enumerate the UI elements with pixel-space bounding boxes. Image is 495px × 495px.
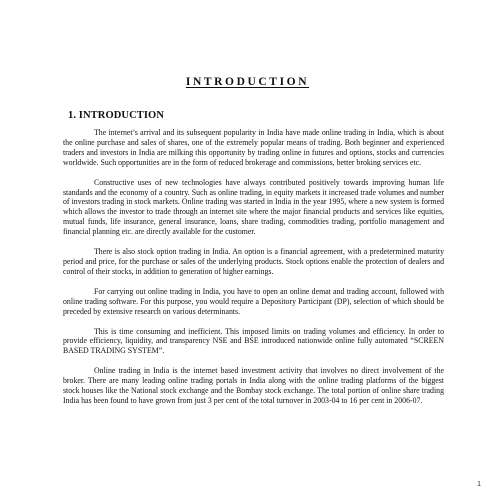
page-number: 1 [477,481,481,488]
paragraph-1: The internet’s arrival and its subsequent popularity in India have made online trading in India, which is about the online purchase and sales of shares, one of the extremely popular means of trading. Both beginner and experienced traders and investors in India are milking this opportunity by trading online in futures and options, stocks and currencies worldwide. Such opportunities are in the form of reduced brokerage and commissions, better broking services etc. [63,128,444,167]
section-heading: 1. INTRODUCTION [68,110,165,121]
body-text [63,128,444,416]
paragraph-5: This is time consuming and inefficient. This imposed limits on trading volumes and efficiency. In order to provide efficiency, liquidity, and transparency NSE and BSE introduced nationwide online fully automated “SCREEN BASED TRADING SYSTEM”. [63,326,444,356]
paragraph-3: There is also stock option trading in India. An option is a financial agreement, with a predetermined maturity period and price, for the purchase or sales of the underlying products. Stock options enable the protection of dealers and control of their stocks, in addition to generation of higher earnings. [63,247,444,276]
page-title: INTRODUCTION [185,76,310,88]
paragraph-4: For carrying out online trading in India, you have to open an online demat and trading account, followed with online trading software. For this purpose, you would require a Depository Participant (DP), selection of which should be preceded by extensive research on various determinants. [63,286,444,316]
paragraph-2: Constructive uses of new technologies have always contributed positively towards improving human life standards and the economy of a country. Such as online trading, in equity markets it increased trade volumes and number of investors trading in stock markets. Online trading was started in India in the year 1995, where a new system is formed which allows the investor to trade through an internet site where the major financial products and services like equities, mutual funds, life insurance, general insurance, loans, share trading, commodities trading, portfolio management and financial planning etc. are directly available for the customer. [63,177,444,237]
paragraph-6: Online trading in India is the internet based investment activity that involves no direct involvement of the broker. There are many leading online trading portals in India along with the online trading platforms of the biggest stock houses like the National stock exchange and the Bombay stock exchange. The total portion of online share trading India has been found to have grown from just 3 per cent of the total turnover in 2003-04 to 16 per cent in 2006-07. [63,366,444,405]
